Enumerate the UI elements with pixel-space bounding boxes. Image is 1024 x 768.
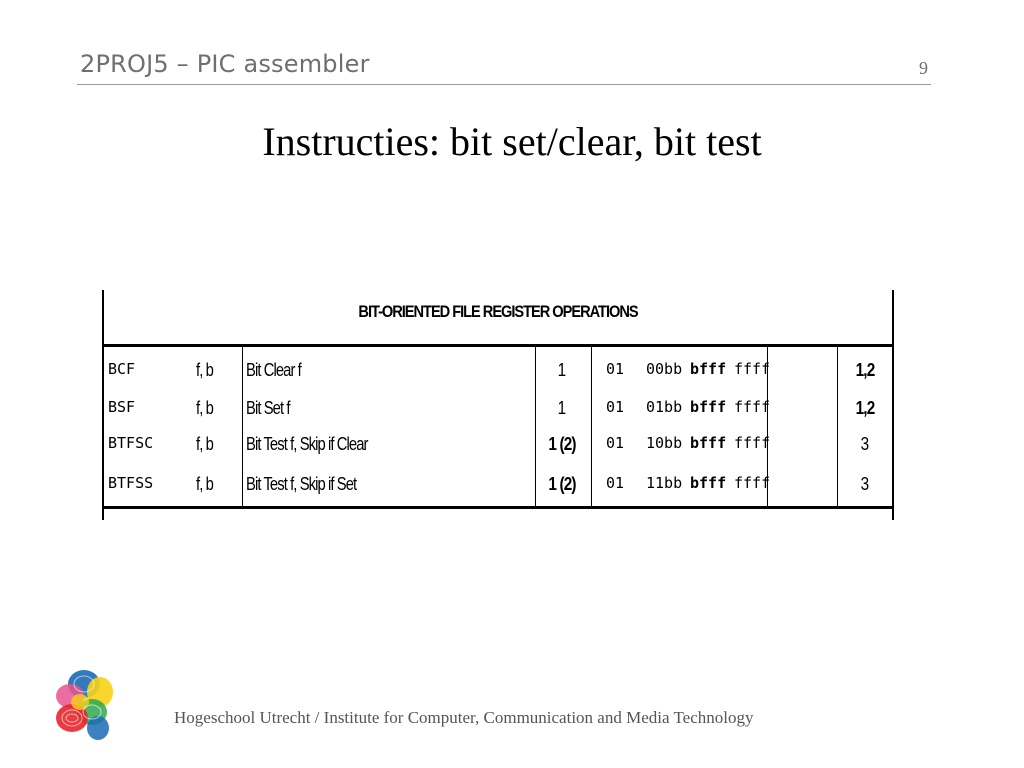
- description-cell: Bit Test f, Skip if Set: [246, 474, 357, 494]
- opcode-part: 01bb: [646, 398, 683, 416]
- description-cell: Bit Test f, Skip if Clear: [246, 434, 368, 454]
- instruction-table: [102, 290, 894, 520]
- page-number: 9: [919, 58, 928, 78]
- mnemonic-cell: BSF: [108, 398, 136, 416]
- footer-text: Hogeschool Utrecht / Institute for Computer, Communication and Media Technology: [174, 708, 754, 727]
- notes-cell: 1,2: [855, 398, 875, 418]
- description-cell: Bit Clear f: [246, 360, 301, 380]
- operands-cell: f, b: [196, 474, 213, 494]
- cycles-cell: 1: [558, 360, 566, 380]
- opcode-part: 11bb: [646, 474, 683, 492]
- mnemonic-cell: BTFSC: [108, 434, 154, 452]
- hogeschool-utrecht-logo-icon: [48, 662, 120, 744]
- opcode-cell: [606, 434, 772, 452]
- mnemonic-cell: BCF: [108, 360, 136, 378]
- opcode-part: bfff: [690, 360, 727, 378]
- opcode-part: ffff: [734, 474, 771, 492]
- table-header-rule: [102, 344, 894, 347]
- notes-cell: 3: [861, 434, 869, 454]
- table-row: [102, 360, 894, 396]
- cycles-cell: 1: [558, 398, 566, 418]
- table-row: [102, 398, 894, 434]
- notes-cell: 1,2: [855, 360, 875, 380]
- table-row: [102, 434, 894, 470]
- opcode-part: bfff: [690, 434, 727, 452]
- operands-cell: f, b: [196, 434, 213, 454]
- description-cell: Bit Set f: [246, 398, 290, 418]
- header-divider: [77, 84, 931, 85]
- opcode-part: bfff: [690, 474, 727, 492]
- opcode-part: ffff: [734, 434, 771, 452]
- operands-cell: f, b: [196, 360, 213, 380]
- opcode-cell: [606, 360, 772, 378]
- table-caption: BIT-ORIENTED FILE REGISTER OPERATIONS: [358, 302, 638, 321]
- opcode-cell: [606, 398, 772, 416]
- opcode-part: ffff: [734, 398, 771, 416]
- notes-cell: 3: [861, 474, 869, 494]
- opcode-part: 10bb: [646, 434, 683, 452]
- header-title: 2PROJ5 – PIC assembler: [80, 50, 370, 78]
- opcode-part: 00bb: [646, 360, 683, 378]
- operands-cell: f, b: [196, 398, 213, 418]
- opcode-part: 01: [606, 434, 625, 452]
- opcode-part: 01: [606, 360, 625, 378]
- opcode-part: ffff: [734, 360, 771, 378]
- slide-title: Instructies: bit set/clear, bit test: [262, 119, 762, 164]
- mnemonic-cell: BTFSS: [108, 474, 154, 492]
- opcode-part: 01: [606, 474, 625, 492]
- opcode-part: bfff: [690, 398, 727, 416]
- opcode-cell: [606, 474, 772, 492]
- cycles-cell: 1 (2): [548, 434, 576, 454]
- opcode-part: 01: [606, 398, 625, 416]
- cycles-cell: 1 (2): [548, 474, 576, 494]
- table-row: [102, 474, 894, 510]
